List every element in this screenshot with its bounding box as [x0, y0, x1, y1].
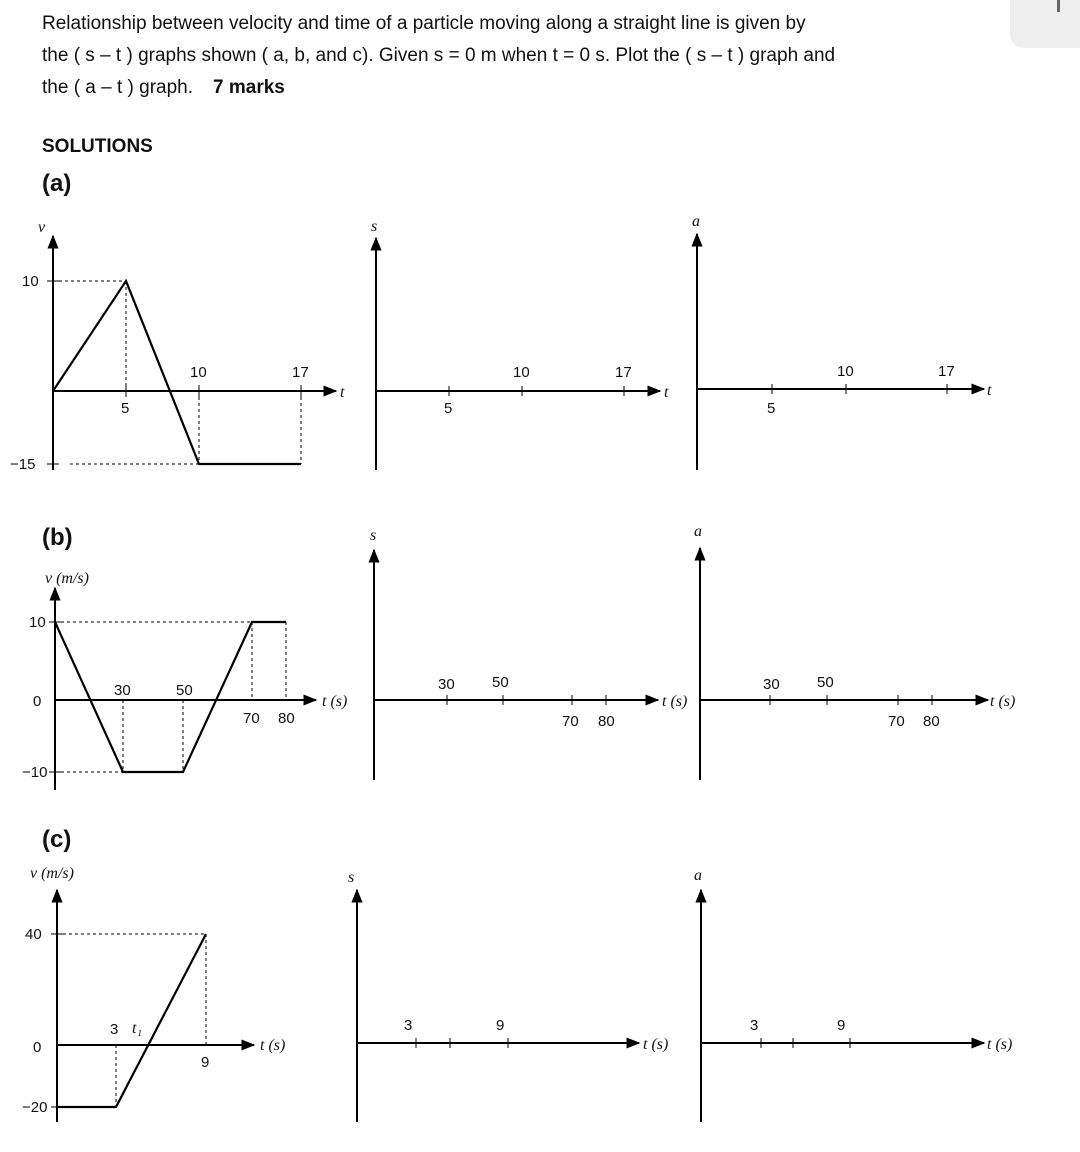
part-a-st-axes: [371, 218, 669, 470]
part-b-t-tick-70: 70: [243, 710, 260, 727]
part-c-at-t-label: t (s): [987, 1036, 1013, 1053]
part-c-at-axes: [694, 867, 1012, 1122]
part-b-v-tick-0: 0: [33, 693, 42, 710]
part-b-t-axis-label: t (s): [322, 693, 348, 710]
part-a-t-tick-10: 10: [190, 364, 207, 381]
part-a-t-tick-17: 17: [292, 364, 309, 381]
question-line-1: Relationship between velocity and time of a particle moving along a straight line is given by: [42, 13, 806, 34]
part-b-velocity-line: [55, 622, 286, 772]
part-a-at-tick-5: 5: [767, 400, 776, 417]
part-a-s-axis-label: s: [371, 218, 378, 235]
part-b-t-tick-80: 80: [278, 710, 295, 727]
part-c-t-tick-9: 9: [201, 1054, 210, 1071]
marks-label: 7 marks: [213, 77, 285, 98]
part-b-st-tick-50: 50: [492, 674, 509, 691]
part-b-at-tick-30: 30: [763, 676, 780, 693]
part-a-at-tick-17: 17: [938, 363, 955, 380]
part-b-st-tick-70: 70: [562, 713, 579, 730]
part-c-v-axis-label: v (m/s): [30, 865, 74, 882]
part-c-t-tick-t1: t₁: [132, 1020, 143, 1037]
part-c-at-tick-9: 9: [837, 1017, 846, 1034]
part-b-at-t-label: t (s): [990, 693, 1016, 710]
part-b-t-tick-30: 30: [114, 682, 131, 699]
question-line-3-text: the ( a – t ) graph.: [42, 77, 194, 98]
part-a-a-axis-label: a: [692, 213, 700, 230]
part-b-v-tick-10: 10: [29, 614, 46, 631]
part-a-vt-graph: [10, 219, 345, 473]
part-c-st-tick-3: 3: [404, 1017, 413, 1034]
part-a-velocity-line: [53, 281, 301, 464]
part-c-a-axis-label: a: [694, 867, 702, 884]
part-a-v-tick-neg15: −15: [10, 456, 36, 473]
part-c-v-tick-40: 40: [25, 926, 42, 943]
part-c-t-axis-label: t (s): [260, 1037, 286, 1054]
part-c-st-tick-9: 9: [496, 1017, 505, 1034]
part-b-st-t-label: t (s): [662, 693, 688, 710]
part-a-st-tick-17: 17: [615, 364, 632, 381]
part-b-st-tick-80: 80: [598, 713, 615, 730]
part-b-a-axis-label: a: [694, 523, 702, 540]
part-c-s-axis-label: s: [348, 869, 355, 886]
part-a-v-axis-label: v: [38, 219, 46, 236]
part-a-v-tick-10: 10: [22, 273, 39, 290]
solutions-heading: SOLUTIONS: [42, 136, 153, 157]
part-b-label: (b): [42, 524, 73, 551]
part-b-t-tick-50: 50: [176, 682, 193, 699]
part-c-label: (c): [42, 826, 72, 853]
part-a-st-tick-5: 5: [444, 400, 453, 417]
part-c-v-tick-0: 0: [33, 1039, 42, 1056]
part-b-st-axes: [370, 527, 687, 780]
part-c-vt-graph: [22, 865, 285, 1122]
question-line-2: the ( s – t ) graphs shown ( a, b, and c). Given s = 0 m when t = 0 s. Plot the ( s – t ) graph and: [42, 45, 836, 66]
part-a-at-t-label: t: [987, 382, 992, 399]
part-c-at-tick-3: 3: [750, 1017, 759, 1034]
part-a-st-tick-10: 10: [513, 364, 530, 381]
part-a-t-axis-label: t: [340, 384, 345, 401]
part-b-st-tick-30: 30: [438, 676, 455, 693]
part-c-st-axes: [348, 869, 668, 1122]
part-b-v-axis-label: v (m/s): [45, 570, 89, 587]
part-b-at-tick-70: 70: [888, 713, 905, 730]
part-a-st-t-label: t: [664, 384, 669, 401]
part-b-s-axis-label: s: [370, 527, 377, 544]
part-c-st-t-label: t (s): [643, 1036, 669, 1053]
part-b-at-tick-80: 80: [923, 713, 940, 730]
part-a-t-tick-5: 5: [121, 400, 130, 417]
part-c-v-tick-neg20: −20: [22, 1099, 48, 1116]
part-b-at-axes: [694, 523, 1015, 780]
part-b-at-tick-50: 50: [817, 674, 834, 691]
part-b-vt-graph: [22, 570, 347, 790]
part-a-at-tick-10: 10: [837, 363, 854, 380]
part-a-at-axes: [692, 213, 992, 470]
part-a-label: (a): [42, 170, 72, 197]
part-c-t-tick-3: 3: [110, 1021, 119, 1038]
part-b-v-tick-neg10: −10: [22, 764, 48, 781]
